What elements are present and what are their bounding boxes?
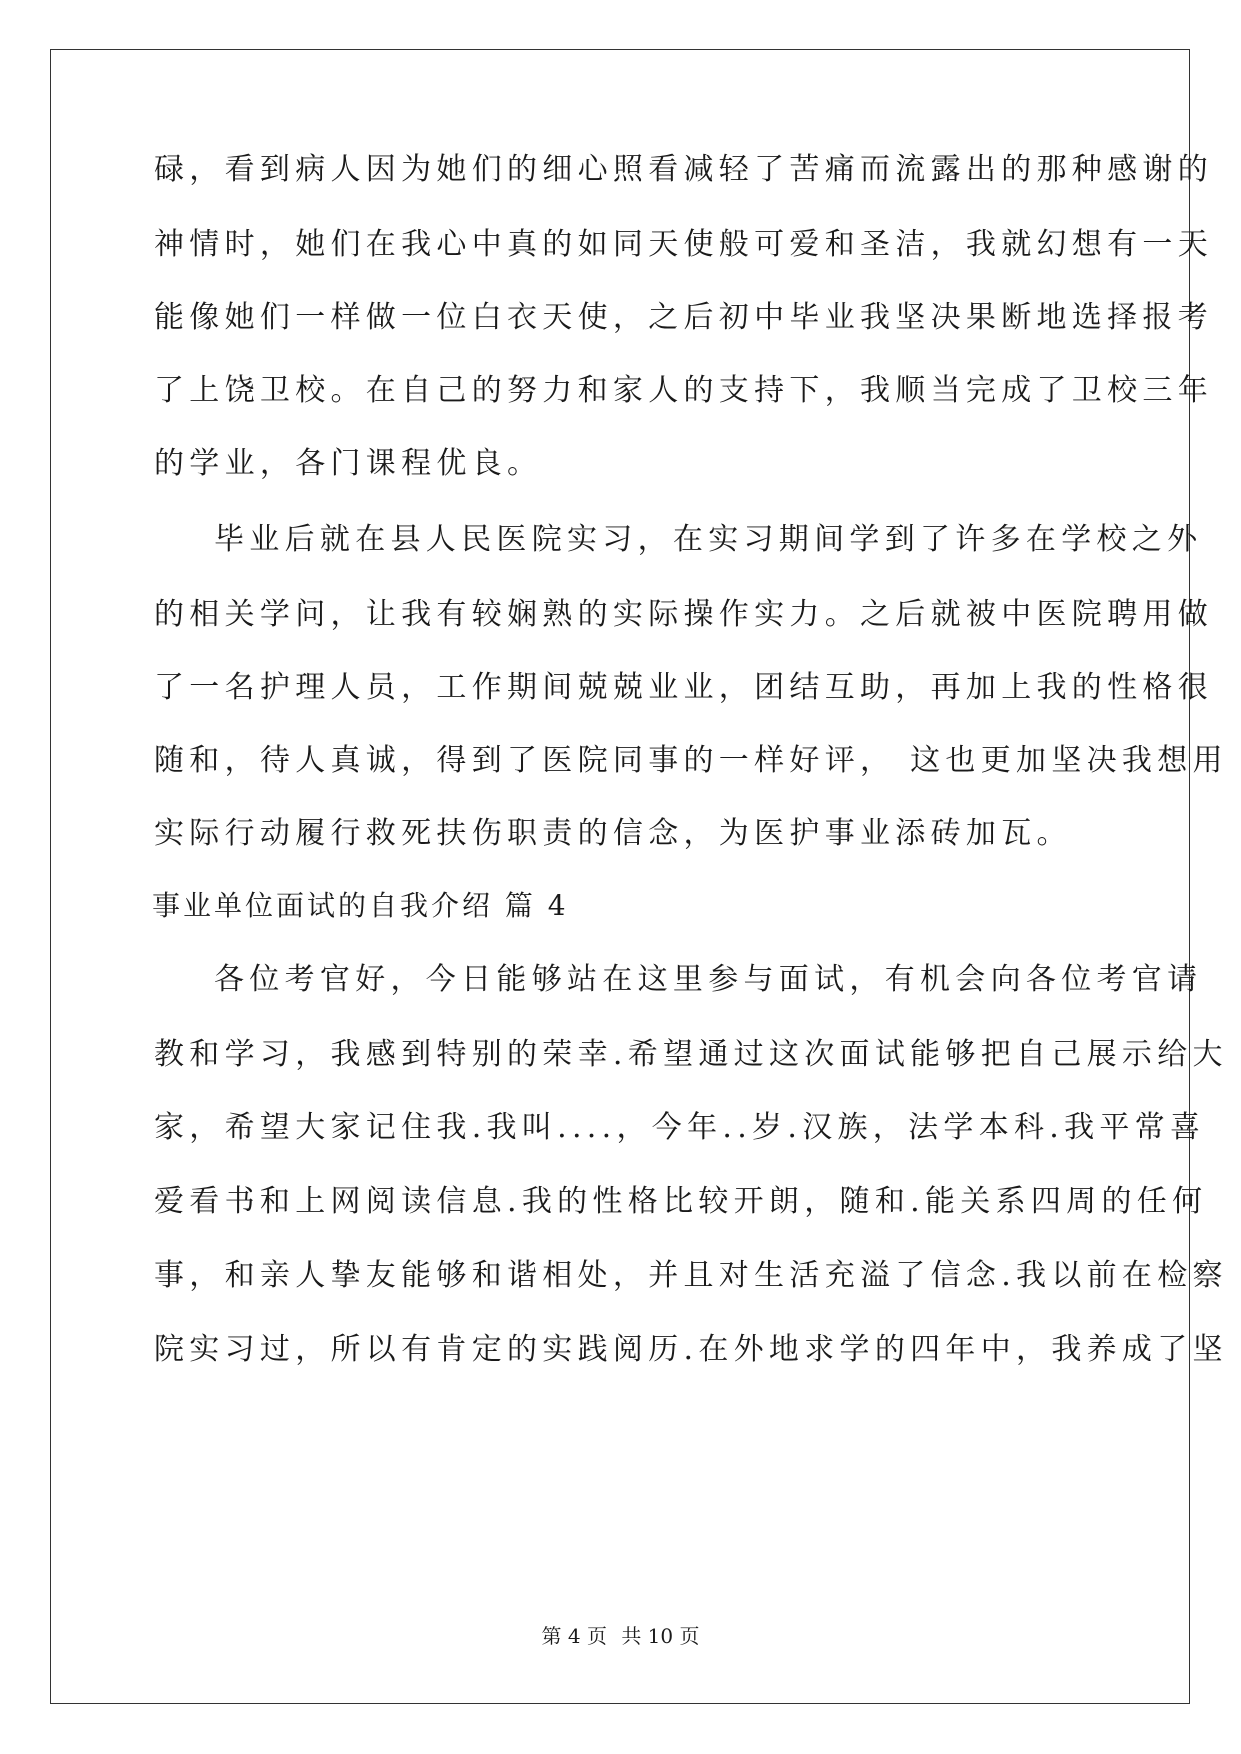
body-line-10: 实际行动履行救死扶伤职责的信念，为医护事业添砖加瓦。: [154, 816, 1072, 851]
body-line-8: 了一名护理人员，工作期间兢兢业业，团结互助，再加上我的性格很: [154, 670, 1213, 705]
body-line-1: 碌，看到病人因为她们的细心照看减轻了苦痛而流露出的那种感谢的: [154, 152, 1213, 187]
body-line-3: 能像她们一样做一位白衣天使，之后初中毕业我坚决果断地选择报考: [154, 300, 1213, 335]
body-line-5: 的学业，各门课程优良。: [154, 446, 543, 481]
body-line-9: 随和，待人真诚，得到了医院同事的一样好评， 这也更加坚决我想用: [154, 743, 1228, 778]
body-line-6: 毕业后就在县人民医院实习，在实习期间学到了许多在学校之外: [214, 522, 1203, 557]
body-line-14: 爱看书和上网阅读信息.我的性格比较开朗，随和.能关系四周的任何: [154, 1184, 1208, 1219]
body-line-16: 院实习过，所以有肯定的实践阅历.在外地求学的四年中，我养成了坚: [154, 1332, 1228, 1367]
body-line-15: 事，和亲人挚友能够和谐相处，并且对生活充溢了信念.我以前在检察: [154, 1258, 1228, 1293]
body-line-13: 家，希望大家记住我.我叫....，今年..岁.汉族，法学本科.我平常喜: [154, 1110, 1206, 1145]
body-line-12: 教和学习，我感到特别的荣幸.希望通过这次面试能够把自己展示给大: [154, 1037, 1228, 1072]
body-line-4: 了上饶卫校。在自己的努力和家人的支持下，我顺当完成了卫校三年: [154, 373, 1213, 408]
page-total: 共 10 页: [621, 1624, 700, 1648]
page-footer: [0, 1624, 1241, 1648]
body-line-2: 神情时，她们在我心中真的如同天使般可爱和圣洁，我就幻想有一天: [154, 227, 1213, 262]
body-line-11: 各位考官好，今日能够站在这里参与面试，有机会向各位考官请: [214, 962, 1203, 997]
section-heading: 事业单位面试的自我介绍 篇 4: [152, 889, 569, 922]
body-line-7: 的相关学问，让我有较娴熟的实际操作实力。之后就被中医院聘用做: [154, 597, 1213, 632]
page-number: 第 4 页: [541, 1624, 607, 1648]
